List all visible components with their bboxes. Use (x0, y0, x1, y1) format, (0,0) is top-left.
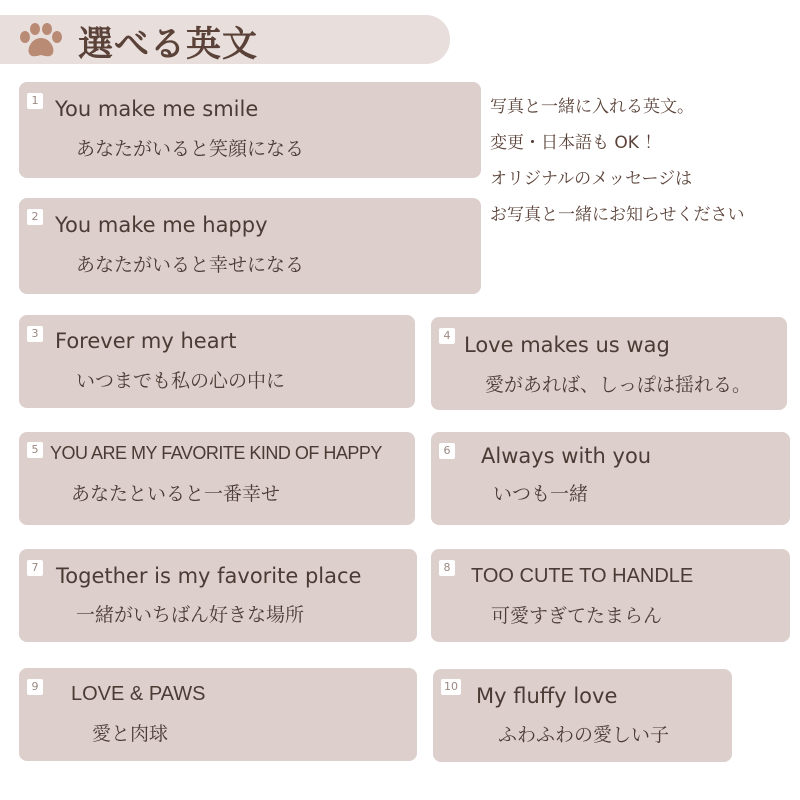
japanese-translation: あなたがいると笑顔になる (76, 138, 305, 160)
card-number: 7 (27, 560, 43, 576)
info-line: お写真と一緒にお知らせください (490, 205, 745, 225)
phrase-card-6[interactable] (431, 432, 790, 525)
japanese-translation: いつも一緒 (493, 483, 589, 505)
japanese-translation: あなたがいると幸せになる (76, 254, 305, 276)
japanese-translation: ふわふわの愛しい子 (498, 724, 670, 746)
card-number: 3 (27, 326, 43, 342)
card-number: 6 (439, 443, 455, 459)
japanese-translation: 愛があれば、しっぽは揺れる。 (485, 374, 752, 396)
phrase-card-2[interactable] (19, 198, 481, 294)
info-line: 変更・日本語も OK ！ (490, 133, 662, 153)
info-text (490, 89, 800, 233)
english-phrase: YOU ARE MY FAVORITE KIND OF HAPPY (50, 443, 382, 463)
info-line: 写真と一緒に入れる英文。 (490, 97, 694, 117)
phrase-card-8[interactable] (431, 549, 790, 642)
card-number: 10 (441, 679, 461, 695)
card-number: 1 (27, 93, 43, 109)
phrase-card-10[interactable] (433, 669, 732, 762)
japanese-translation: あなたといると一番幸せ (71, 483, 281, 505)
english-phrase: LOVE & PAWS (71, 683, 206, 705)
english-phrase: Always with you (481, 444, 652, 468)
japanese-translation: 愛と肉球 (92, 723, 169, 745)
english-phrase: Together is my favorite place (56, 564, 362, 588)
phrase-card-7[interactable] (19, 549, 417, 642)
english-phrase: TOO CUTE TO HANDLE (471, 565, 694, 587)
english-phrase: You make me smile (55, 97, 259, 121)
card-number: 2 (27, 209, 43, 225)
japanese-translation: いつまでも私の心の中に (76, 370, 286, 392)
english-phrase: My fluffy love (476, 684, 618, 708)
english-phrase: Forever my heart (55, 329, 237, 353)
english-phrase: You make me happy (55, 213, 268, 237)
card-number: 8 (439, 560, 455, 576)
card-number: 5 (27, 442, 43, 458)
phrase-card-3[interactable] (19, 315, 415, 408)
phrase-card-1[interactable] (19, 82, 481, 178)
paw-icon (18, 23, 64, 59)
english-phrase: Love makes us wag (464, 333, 670, 357)
info-line: オリジナルのメッセージは (490, 169, 693, 189)
page-title: 選べる英文 (78, 25, 259, 65)
japanese-translation: 一緒がいちばん好きな場所 (76, 604, 305, 626)
japanese-translation: 可愛すぎてたまらん (491, 605, 663, 627)
phrase-card-9[interactable] (19, 668, 417, 761)
card-number: 9 (27, 679, 43, 695)
phrase-card-5[interactable] (19, 432, 415, 525)
header-banner (0, 15, 450, 64)
phrase-card-4[interactable] (431, 317, 787, 410)
card-number: 4 (439, 328, 455, 344)
